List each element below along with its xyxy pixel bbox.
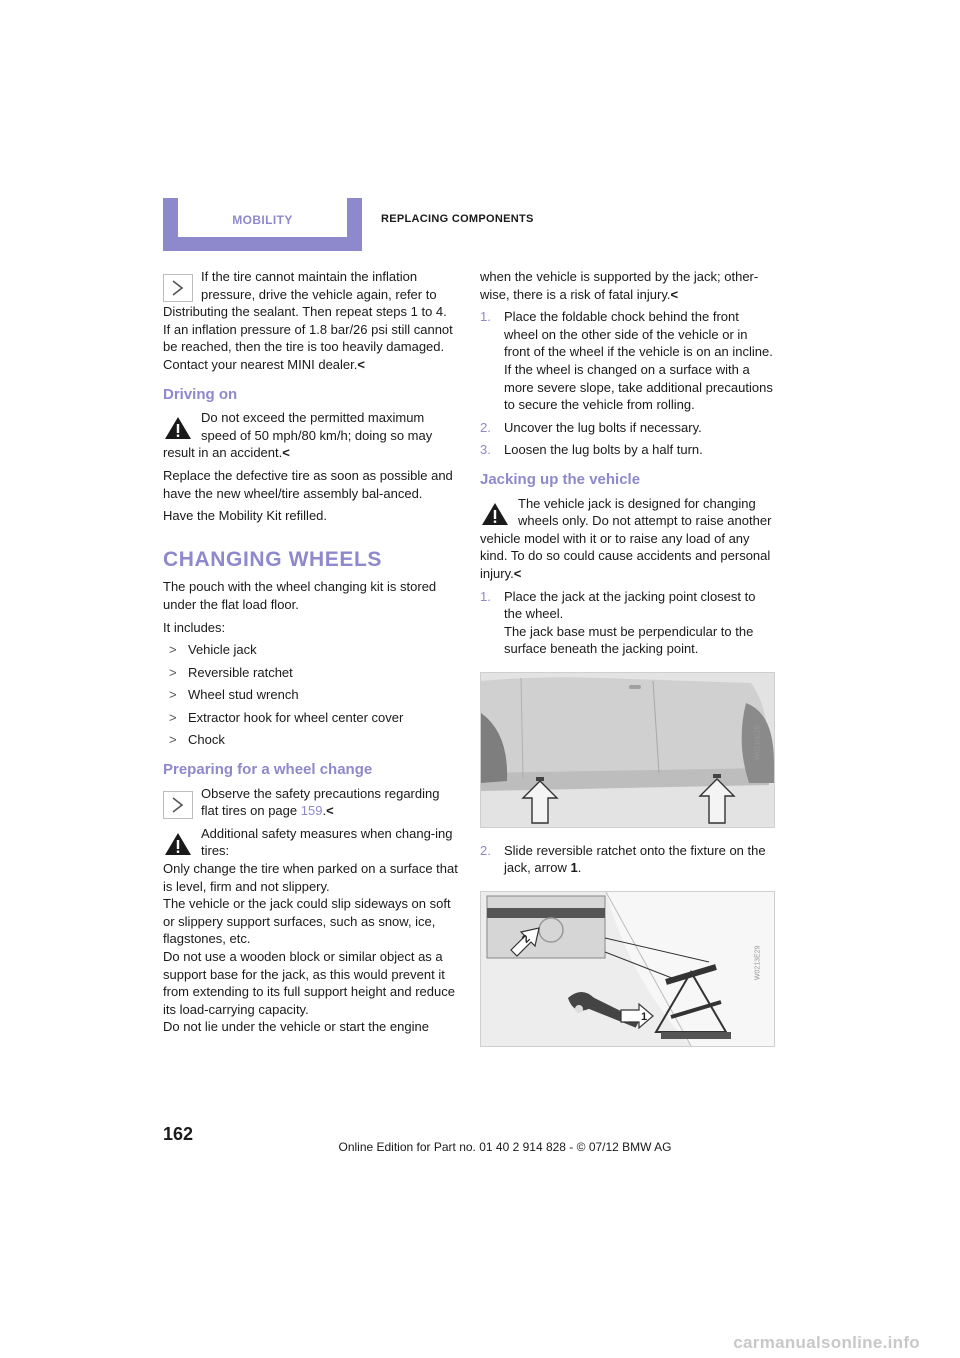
step-number: 2. [480,842,491,858]
chapter-tab-label: MOBILITY [178,198,347,237]
kit-item-text: Extractor hook for wheel center cover [188,709,404,725]
note1b-text: If an inflation pressure of 1.8 bar/26 psi still cannot be reached, then the tire is too heavily damaged. Contact your nearest MINI dealer. [163,321,453,372]
warning2-line: The vehicle or the jack could slip sideways on soft or slippery support surfaces, such as snow, ice, flagstones, etc. [163,896,451,947]
step-text: Loosen the lug bolts by a half turn. [504,442,703,458]
step-text: Slide reversible ratchet onto the fixture on the jack, arrow [504,842,766,876]
note-tire-pressure [163,268,460,374]
warning-triangle-icon [480,501,510,529]
step-item [480,308,776,414]
section-title: REPLACING COMPONENTS [381,213,534,225]
right-column [480,268,776,1047]
warning3-text: The vehicle jack is designed for changing wheels only. Do not attempt to raise another vehicle model with it or to raise any load of any kind. To do so could cause accidents and personal injury. [480,495,772,581]
warning2-line: Do not use a wooden block or similar object as a support base for the jack, as this would prevent it from extending to its full support height and reduce its load-carrying capacity. [163,949,455,1017]
bullet-mark: > [169,687,177,703]
warning2-line: Only change the tire when parked on a surface that is level, firm and not slippery. [163,861,458,894]
watermark: carmanualsonline.info [733,1333,920,1352]
note2-text: Observe the safety precautions regarding flat tires on page [201,785,440,819]
heading-preparing: Preparing for a wheel change [163,761,373,779]
step-text: Place the foldable chock behind the front wheel on the other side of the vehicle or in front of the wheel if the vehicle is on an incline. If the wheel is changed on a surface with a more severe slope, take additional precautions to secure the vehicle from rolling. [504,309,773,413]
warning2-line: Additional safety measures when chang-ing tires: [201,825,453,859]
steps-jacking-1 [480,588,776,658]
page-link-159[interactable]: 159 [300,803,323,819]
bullet-mark: > [169,709,177,725]
jack-ratchet-illustration [481,892,774,1046]
warning-triangle-icon [163,415,193,443]
warning-safety-measures [163,825,460,1036]
warning2-line: Do not lie under the vehicle or start the engine [163,1019,429,1035]
kit-item-text: Wheel stud wrench [188,687,299,703]
end-mark: < [670,286,679,302]
bullet-mark: > [169,642,177,658]
heading-changing-wheels: CHANGING WHEELS [163,547,382,571]
warning-jack-use [480,495,776,583]
heading-jacking: Jacking up the vehicle [480,470,641,488]
list-item [163,731,460,749]
step-number: 2. [480,419,491,435]
step-item [480,842,776,877]
step-text: The jack base must be perpendicular to the surface beneath the jacking point. [504,623,754,657]
list-item [163,664,460,682]
warning-continued [480,268,776,303]
bullet-mark: > [169,664,177,680]
paragraph-pouch: The pouch with the wheel changing kit is stored under the flat load floor. [163,579,437,612]
arrow-reference: 1 [570,860,578,876]
step-period: . [577,860,582,876]
page-number: 162 [163,1124,194,1144]
step-text: Place the jack at the jacking point closest to the wheel. [504,588,756,622]
step-number: 1. [480,588,491,604]
bullet-mark: > [169,732,177,748]
step-number: 1. [480,309,491,325]
arrow-label-2: 2 [519,932,533,946]
chapter-tab [163,198,362,251]
steps-jacking-2 [480,842,776,877]
note2-period: . [322,803,327,819]
warning-triangle-icon [163,831,193,859]
figure-jacking-points [480,672,775,828]
end-mark: < [282,445,290,461]
figure-code: W0210E25 [754,725,762,761]
step-item [480,419,776,437]
step-item [480,441,776,459]
kit-list [163,641,460,749]
figure-code: W0213E29 [754,945,762,980]
figure-ratchet-on-jack [480,891,775,1047]
kit-item-text: Vehicle jack [188,642,257,658]
warning1-text: Do not exceed the permitted maximum speed of 50 mph/80 km/h; doing so may result in an accident. [163,410,433,461]
note-safety-precautions [163,785,460,820]
kit-item-text: Reversible ratchet [188,664,293,680]
step-number: 3. [480,442,491,458]
steps-preparation [480,308,776,459]
end-mark: < [357,356,365,372]
footer-text: Online Edition for Part no. 01 40 2 914 828 - © 07/12 BMW AG [338,1140,672,1154]
end-mark: < [326,803,334,819]
continued-text: when the vehicle is supported by the jack; other-wise, there is a risk of fatal injury. [480,269,759,302]
paragraph-refill-kit: Have the Mobility Kit refilled. [163,508,328,524]
list-item [163,641,460,659]
note1-text: If the tire cannot maintain the inflation pressure, drive the vehicle again, refer to Distributing the sealant. Then repeat steps 1 to 4. [163,269,447,320]
list-item [163,686,460,704]
step-item [480,588,776,658]
note-arrow-icon [163,791,193,819]
note-arrow-icon [163,274,193,302]
kit-item-text: Chock [188,732,225,748]
left-column [163,268,460,1041]
list-item [163,709,460,727]
step-text: Uncover the lug bolts if necessary. [504,419,702,435]
arrow-label-1: 1 [641,1011,648,1024]
end-mark: < [513,565,522,581]
car-side-illustration [481,673,774,827]
paragraph-replace-tire: Replace the defective tire as soon as possible and have the new wheel/tire assembly bal-anced. [163,467,453,501]
paragraph-includes: It includes: [163,619,226,635]
heading-driving-on: Driving on [163,385,238,403]
warning-speed [163,409,460,462]
